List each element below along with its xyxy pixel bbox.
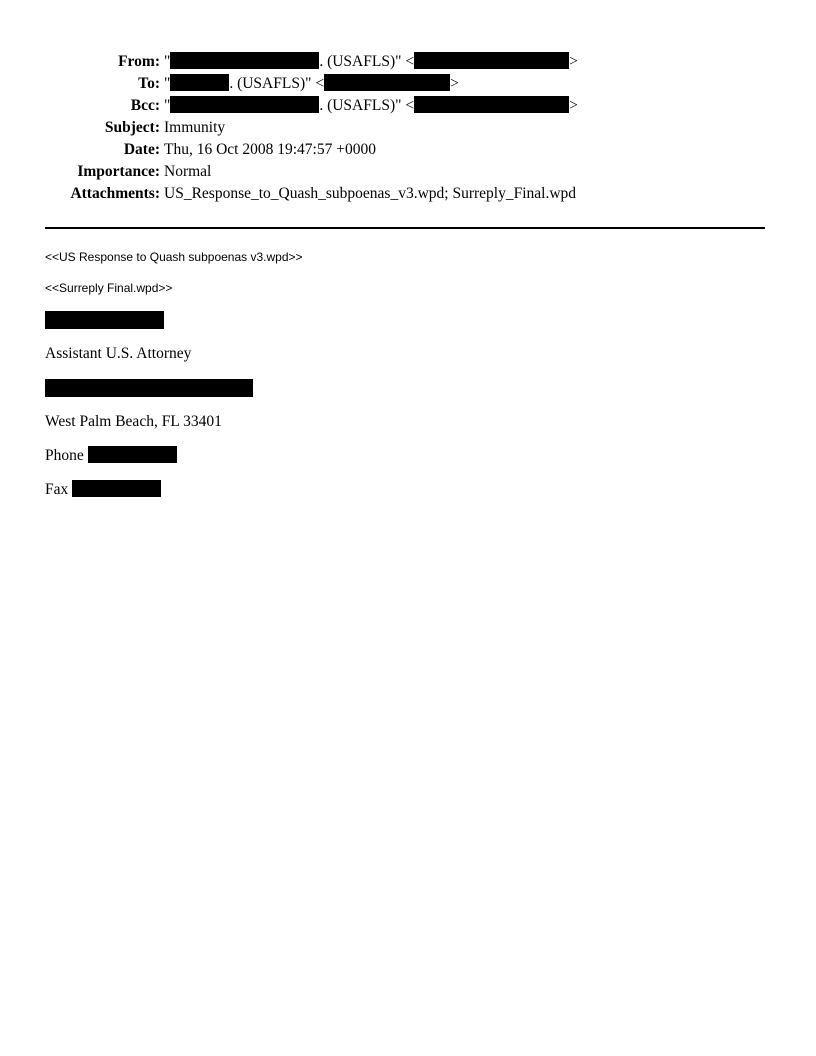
to-prefix: " bbox=[164, 75, 171, 92]
from-middle: . (USAFLS)" < bbox=[319, 53, 415, 70]
bcc-name-redaction bbox=[170, 96, 319, 113]
from-prefix: " bbox=[164, 53, 171, 70]
from-label: From: bbox=[118, 53, 160, 70]
bcc-value bbox=[164, 95, 578, 117]
bcc-suffix: > bbox=[569, 97, 578, 114]
signature-city-line: West Palm Beach, FL 33401 bbox=[45, 413, 222, 430]
from-name-redaction bbox=[170, 52, 319, 69]
attachments-value[interactable]: US_Response_to_Quash_subpoenas_v3.wpd; Surreply_Final.wpd bbox=[164, 185, 577, 202]
subject-row bbox=[0, 117, 816, 139]
date-label: Date: bbox=[123, 141, 160, 158]
subject-label: Subject: bbox=[104, 119, 160, 136]
to-middle: . (USAFLS)" < bbox=[229, 75, 325, 92]
date-row bbox=[0, 139, 816, 161]
bcc-prefix: " bbox=[164, 97, 171, 114]
signature-address-redaction bbox=[45, 379, 253, 397]
to-email-redaction bbox=[324, 74, 450, 91]
bcc-middle: . (USAFLS)" < bbox=[319, 97, 415, 114]
attachment-ref-1[interactable]: <<US Response to Quash subpoenas v3.wpd>> bbox=[45, 250, 303, 264]
fax-label: Fax bbox=[45, 481, 69, 498]
to-suffix: > bbox=[450, 75, 459, 92]
signature-phone-line bbox=[45, 446, 177, 466]
from-suffix: > bbox=[569, 53, 578, 70]
phone-number-redaction bbox=[88, 446, 177, 463]
signature-fax-line bbox=[45, 480, 161, 500]
to-label: To: bbox=[138, 75, 160, 92]
from-row bbox=[0, 51, 816, 73]
attachments-label: Attachments: bbox=[70, 185, 160, 202]
email-header bbox=[0, 51, 816, 205]
attachment-ref-2[interactable]: <<Surreply Final.wpd>> bbox=[45, 281, 173, 295]
date-value: Thu, 16 Oct 2008 19:47:57 +0000 bbox=[164, 141, 376, 158]
bcc-email-redaction bbox=[414, 96, 569, 113]
signature-title: Assistant U.S. Attorney bbox=[45, 345, 192, 362]
to-row bbox=[0, 73, 816, 95]
fax-number-redaction bbox=[72, 480, 161, 497]
header-divider bbox=[45, 227, 765, 229]
importance-value: Normal bbox=[164, 163, 212, 180]
bcc-row bbox=[0, 95, 816, 117]
to-value bbox=[164, 73, 459, 95]
importance-label: Importance: bbox=[77, 163, 160, 180]
phone-label: Phone bbox=[45, 447, 84, 464]
from-email-redaction bbox=[414, 52, 569, 69]
signature-name-redaction bbox=[45, 311, 164, 329]
subject-value: Immunity bbox=[164, 119, 226, 136]
importance-row bbox=[0, 161, 816, 183]
attachments-row bbox=[0, 183, 816, 205]
from-value bbox=[164, 51, 578, 73]
to-name-redaction bbox=[170, 74, 229, 91]
bcc-label: Bcc: bbox=[130, 97, 160, 114]
